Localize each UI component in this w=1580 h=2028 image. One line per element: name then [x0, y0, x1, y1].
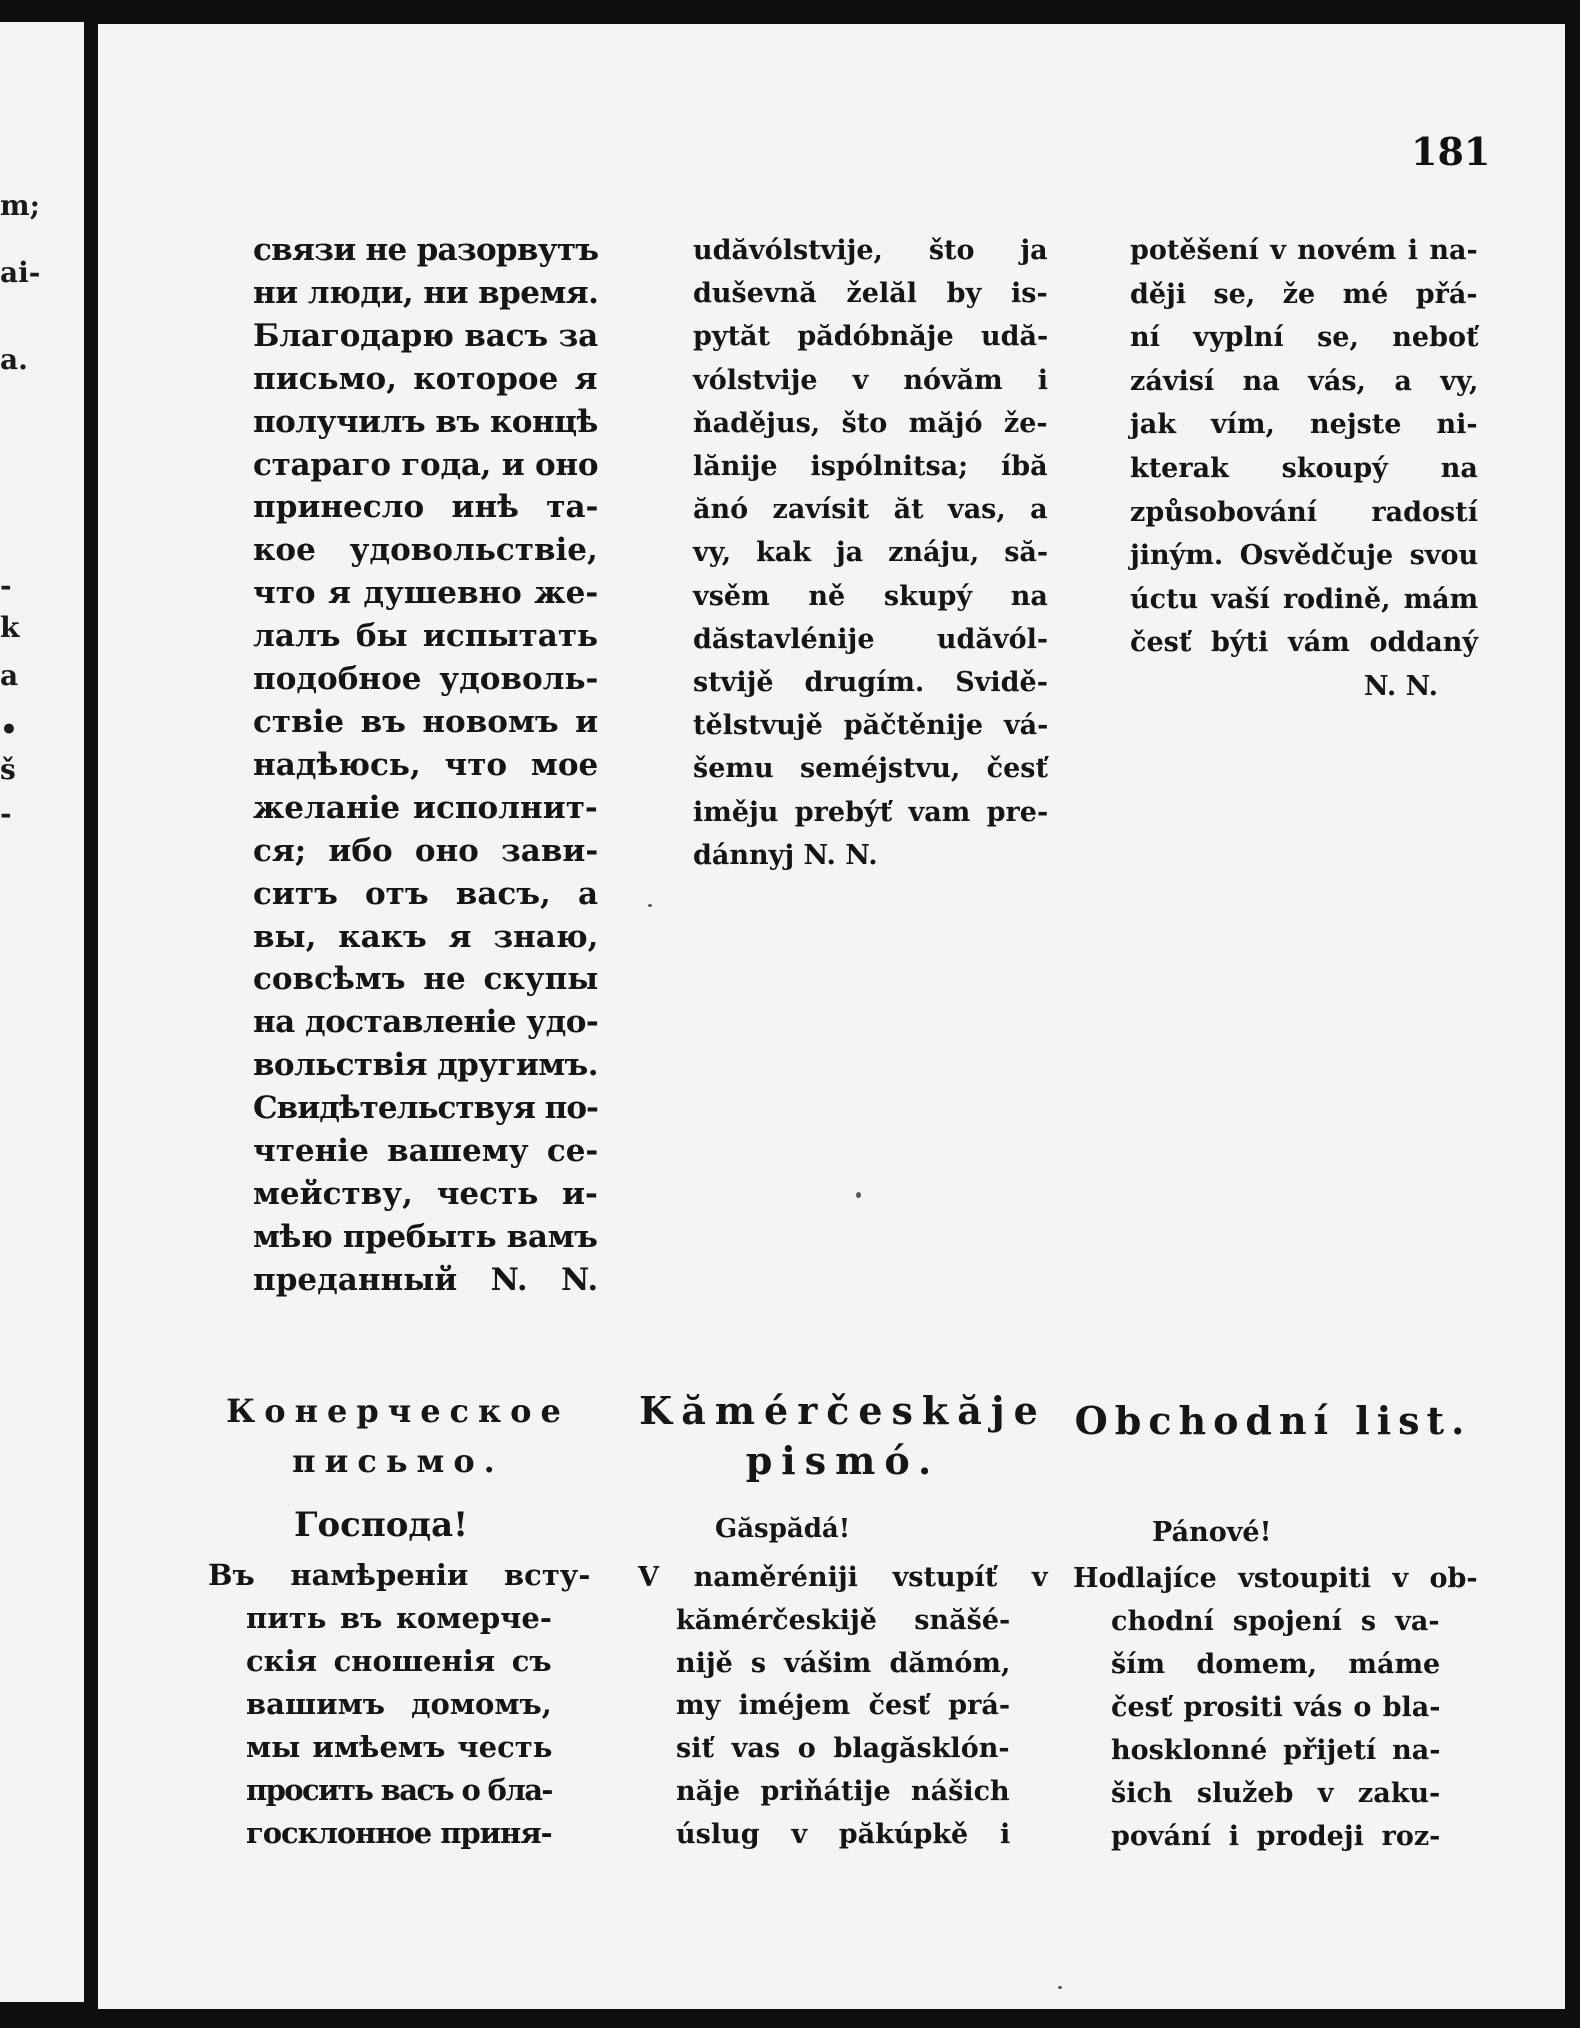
text-line: dăstavlénije udăvól- [693, 623, 1049, 655]
heading-czech: Obchodní list. [1074, 1398, 1472, 1443]
text-line: вольствія другимъ. [253, 1047, 598, 1084]
text-line: принесло инѣ та- [253, 489, 599, 526]
text-line: kămérčeskijě snăšé- [676, 1604, 1011, 1636]
text-line: pování i prodeji roz- [1111, 1821, 1441, 1852]
text-line: ситъ отъ васъ, а [253, 875, 599, 912]
text-line: năje priňátije nášich [676, 1775, 1010, 1807]
text-line: чтеніе вашему се- [253, 1133, 599, 1170]
text-line: jak vím, nejste ni- [1130, 409, 1478, 441]
text-line: ším domem, máme [1111, 1649, 1441, 1680]
text-line: lănije ispólnitsa; íbă [693, 451, 1048, 483]
prev-page-fragment: k [0, 611, 20, 644]
text-line: jiným. Osvědčuje svou [1130, 540, 1479, 572]
prev-page-fragment: - [0, 797, 12, 830]
text-line: лалъ бы испытать [253, 618, 599, 655]
heading-russian [218, 1386, 578, 1486]
text-line: ňadějus, što măjó že- [693, 407, 1048, 439]
text-line: šemu seméjstvu, česť [693, 753, 1048, 785]
commercial-rusyn-column [638, 1557, 1048, 1857]
text-line: ся; ибо оно зави- [253, 832, 599, 869]
heading-rusyn [638, 1386, 1048, 1486]
text-line: ни люди, ни время. [253, 274, 599, 311]
prev-page-fragment: m; [0, 189, 40, 222]
text-line: желаніе исполнит- [253, 789, 598, 826]
text-line: письмо, которое я [253, 360, 598, 397]
text-line: Свидѣтельствуя по- [253, 1090, 598, 1127]
text-line: вы, какъ я знаю, [253, 918, 599, 955]
text-line: стараго года, и оно [253, 446, 599, 483]
text-line: chodní spojení s va- [1111, 1606, 1440, 1637]
commercial-russian-column [208, 1554, 590, 1855]
closing-signature: N. N. [1363, 670, 1438, 702]
text-line: Hodlajíce vstoupiti v ob- [1073, 1563, 1478, 1594]
text-line: my iméjem česť prá- [676, 1690, 1011, 1722]
text-line: kterak skoupý na [1130, 452, 1478, 484]
text-line: ději se, že mé přá- [1130, 278, 1478, 310]
heading-rusyn-line1: Kămérčeskăje [639, 1388, 1047, 1433]
heading-russian-line2: письмо. [292, 1442, 504, 1480]
text-line: Въ намѣреніи всту- [208, 1558, 591, 1592]
prev-page-fragment: a [0, 659, 19, 692]
prev-page-fragment: š [0, 753, 16, 786]
text-line: duševnă želăl by is- [693, 278, 1048, 310]
text-line: vy, kak ja znáju, să- [693, 537, 1049, 569]
text-line: vsěm ně skupý na [693, 580, 1048, 612]
text-line: stvijě drugím. Svidě- [693, 667, 1048, 699]
text-line: úctu vaší rodině, mám [1130, 583, 1479, 615]
text-line: подобное удоволь- [253, 661, 599, 698]
text-line: кое удовольствіе, [253, 532, 598, 569]
text-line: госклонное приня- [246, 1816, 552, 1850]
prev-page-fragment: - [0, 569, 12, 602]
page-number: 181 [1411, 129, 1491, 174]
prev-page-fragment: ai- [0, 256, 41, 289]
book-page [98, 24, 1565, 2009]
text-line: Благодарю васъ за [253, 317, 599, 354]
prev-page-fragment: a. [0, 343, 28, 376]
text-line: скія сношенія съ [246, 1644, 552, 1678]
text-line: вашимъ домомъ, [246, 1687, 552, 1721]
text-line: způsobování radostí [1130, 496, 1478, 528]
letter-upper-czech-column [1130, 229, 1478, 709]
text-line: nijě s vášim dămóm, [676, 1647, 1011, 1679]
text-line: V naměréniji vstupíť v [638, 1562, 1048, 1593]
text-line: ní vyplní se, neboť [1130, 322, 1479, 354]
salutation-rusyn: Găspădá! [715, 1514, 851, 1544]
text-line: pytăt pădóbnăje udă- [693, 321, 1049, 353]
text-line: šich služeb v zaku- [1111, 1778, 1441, 1809]
text-line: siť vas o blagăsklón- [676, 1733, 1010, 1765]
text-line: ănó zavísit ăt vas, a [693, 494, 1048, 526]
text-line: iměju prebýť vam pre- [693, 796, 1049, 828]
text-line: на доставленіе удо- [253, 1004, 599, 1041]
text-line: dánnyj N. N. [693, 839, 878, 871]
text-line: tělstvujě păčtěnije vá- [693, 710, 1049, 742]
text-line: преданный N. N. [253, 1261, 599, 1298]
paper-speck [648, 904, 652, 907]
heading-russian-line1: Конерческое [226, 1392, 570, 1430]
text-line: úslug v păkúpkě i [676, 1818, 1011, 1850]
text-line: ствіе въ новомъ и [253, 703, 599, 740]
text-line: пить въ комерче- [246, 1601, 552, 1635]
text-line: совсѣмъ не скупы [253, 961, 599, 998]
text-line: что я душевно же- [253, 575, 599, 612]
text-line: мейству, честь и- [253, 1175, 598, 1212]
previous-page-edge [0, 22, 84, 2002]
text-line: potěšení v novém i na- [1130, 235, 1478, 266]
text-line: мы имѣемъ честь [246, 1730, 553, 1764]
text-line: получилъ въ концѣ [253, 403, 598, 440]
letter-upper-rusyn-column [693, 229, 1048, 877]
paper-speck [1058, 1986, 1062, 1989]
text-line: связи не разорвутъ [253, 232, 599, 268]
text-line: hosklonné přijetí na- [1111, 1735, 1441, 1766]
text-line: мѣю пребыть вамъ [253, 1218, 598, 1255]
heading-rusyn-line2: pismó. [745, 1438, 941, 1483]
text-line: просить васъ о бла- [246, 1773, 552, 1807]
salutation-czech: Pánové! [1152, 1517, 1272, 1548]
text-line: česť prositi vás o bla- [1111, 1692, 1441, 1723]
salutation-russian: Господа! [294, 1505, 469, 1545]
commercial-czech-column [1073, 1557, 1478, 1858]
prev-page-fragment: • [0, 713, 18, 746]
text-line: udăvólstvije, što ja [693, 235, 1048, 266]
paper-speck [856, 1192, 861, 1198]
text-line: česť býti vám oddaný [1130, 627, 1479, 659]
text-line: závisí na vás, a vy, [1130, 365, 1479, 397]
letter-upper-russian-column [253, 229, 598, 1302]
text-line: vólstvije v nóvăm i [693, 364, 1049, 396]
text-line: надѣюсь, что мое [253, 746, 599, 783]
